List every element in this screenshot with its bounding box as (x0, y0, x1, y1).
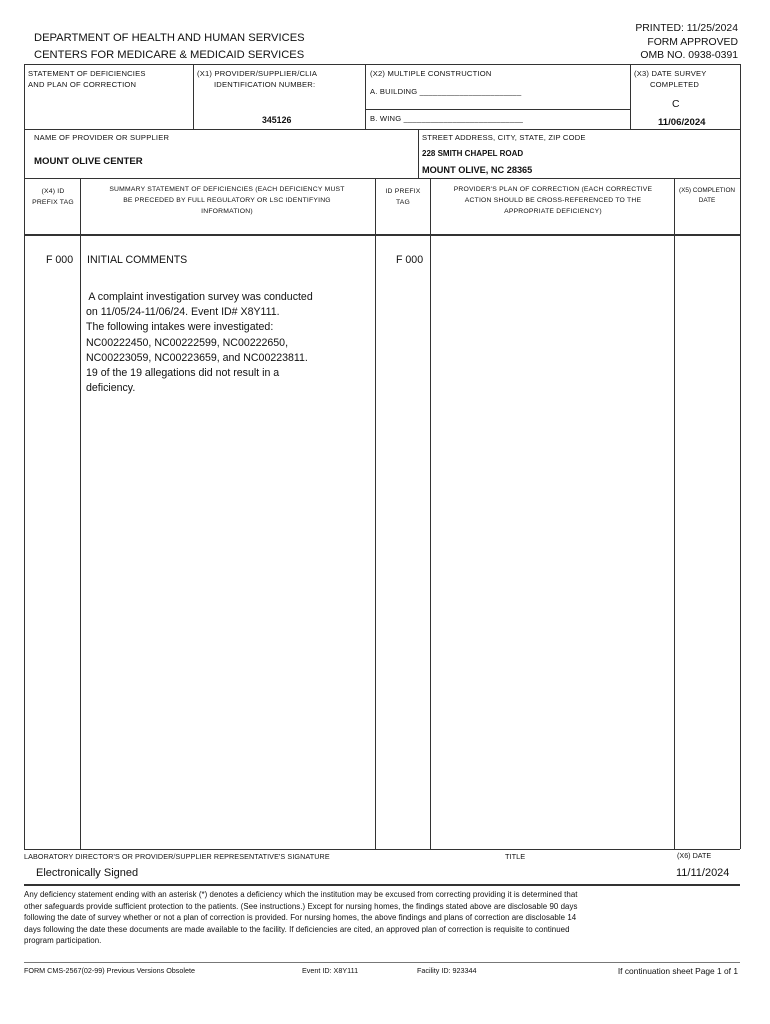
disclaimer (24, 889, 578, 947)
provider-name-label: NAME OF PROVIDER OR SUPPLIER (34, 133, 170, 142)
form-number: FORM CMS-2567(02-99) Previous Versions Obsolete (24, 966, 195, 975)
x1-label: (X1) PROVIDER/SUPPLIER/CLIA (197, 69, 318, 78)
completion-date-header: (X5) COMPLETION DATE (678, 187, 736, 204)
summary-line: A complaint investigation survey was conducted (86, 291, 313, 303)
wing-line: B. WING ___________________________ (370, 114, 524, 123)
title-label: TITLE (505, 852, 526, 861)
event-id: Event ID: X8Y111 (302, 966, 359, 975)
address-label: STREET ADDRESS, CITY, STATE, ZIP CODE (422, 133, 586, 142)
divider (365, 109, 630, 110)
form-approved: FORM APPROVED (647, 37, 738, 48)
divider (24, 849, 740, 850)
street-address: 228 SMITH CHAPEL ROAD (422, 149, 524, 158)
summary-line: deficiency. (86, 382, 136, 395)
agency-title: CENTERS FOR MEDICARE & MEDICAID SERVICES (34, 49, 305, 61)
summary-line: The following intakes were investigated: (86, 321, 274, 334)
provider-name: MOUNT OLIVE CENTER (34, 156, 143, 167)
disclaimer-line: days following the date these documents are made available to the facility. If deficiencies are cited, an approved plan of correction is requisite to continued (24, 924, 570, 934)
summary-line: on 11/05/24-11/06/24. Event ID# X8Y111. (86, 306, 280, 319)
summary-line: NC00223059, NC00223659, and NC00223811. (86, 351, 308, 364)
divider (418, 129, 419, 178)
x2-label: (X2) MULTIPLE CONSTRUCTION (370, 69, 492, 78)
x1-label: IDENTIFICATION NUMBER: (214, 80, 316, 89)
form-top-border (24, 64, 740, 65)
survey-code: C (672, 99, 680, 110)
form-right-border (740, 64, 741, 849)
signature-date: 11/11/2024 (676, 867, 730, 879)
summary-line: 19 of the 19 allegations did not result in a (86, 367, 280, 380)
summary-line: NC00222450, NC00222599, NC00222650, (86, 336, 289, 349)
facility-id: Facility ID: 923344 (417, 966, 477, 975)
divider (24, 234, 740, 236)
page-indicator: If continuation sheet Page 1 of 1 (617, 966, 738, 976)
divider (80, 178, 81, 849)
divider (193, 64, 194, 129)
disclaimer-line: Any deficiency statement ending with an asterisk (*) denotes a deficiency which the institution may be excused from correcting providing it is determined that (24, 890, 578, 899)
plan-header: PROVIDER'S PLAN OF CORRECTION (EACH CORRECTIVE ACTION SHOULD BE CROSS-REFERENCED TO THE APPROPRIATE DEFICIENCY) (453, 186, 653, 215)
omb-number: OMB NO. 0938-0391 (640, 50, 738, 61)
printed-date: PRINTED: 11/25/2024 (635, 23, 738, 34)
form-left-border (24, 64, 25, 849)
prefix-tag: F 000 (46, 254, 74, 266)
entry-title: INITIAL COMMENTS (87, 254, 188, 266)
summary-header: SUMMARY STATEMENT OF DEFICIENCIES (EACH DEFICIENCY MUST BE PRECEDED BY FULL REGULATORY OR LSC IDENTIFYING INFORMATION) (109, 186, 345, 215)
divider (630, 64, 631, 129)
divider (24, 129, 740, 130)
x3-label: COMPLETED (650, 80, 700, 89)
summary-text (86, 290, 313, 396)
statement-label: STATEMENT OF DEFICIENCIES (28, 69, 146, 78)
building-line: A. BUILDING _______________________ (370, 87, 522, 96)
id-prefix-header: ID PREFIX TAG (385, 188, 421, 206)
divider (375, 178, 376, 849)
date-label: (X6) DATE (677, 851, 712, 860)
survey-date: 11/06/2024 (658, 117, 706, 128)
signature-value: Electronically Signed (36, 867, 139, 879)
x3-label: (X3) DATE SURVEY (634, 69, 707, 78)
provider-id: 345126 (262, 115, 292, 125)
statement-label: AND PLAN OF CORRECTION (28, 80, 137, 89)
department-title: DEPARTMENT OF HEALTH AND HUMAN SERVICES (34, 32, 305, 44)
disclaimer-line: other safeguards provide sufficient protection to the patients. (See instructions.) Except for nursing homes, the findings stated above are disclosable 90 days (24, 901, 578, 911)
divider (365, 64, 366, 129)
disclaimer-line: program participation. (24, 936, 102, 946)
divider (24, 178, 740, 179)
divider (674, 178, 675, 849)
divider (24, 884, 740, 886)
disclaimer-line: following the date of survey whether or not a plan of correction is provided. For nursing homes, the above findings and plans of correction are disclosable 14 (24, 913, 577, 923)
divider (430, 178, 431, 849)
footer-rule (24, 962, 740, 963)
prefix-tag-right: F 000 (396, 254, 424, 266)
city-state-zip: MOUNT OLIVE, NC 28365 (422, 165, 533, 175)
x4-id-prefix-header: (X4) ID PREFIX TAG (32, 188, 74, 206)
signature-label: LABORATORY DIRECTOR'S OR PROVIDER/SUPPLIER REPRESENTATIVE'S SIGNATURE (24, 852, 330, 861)
